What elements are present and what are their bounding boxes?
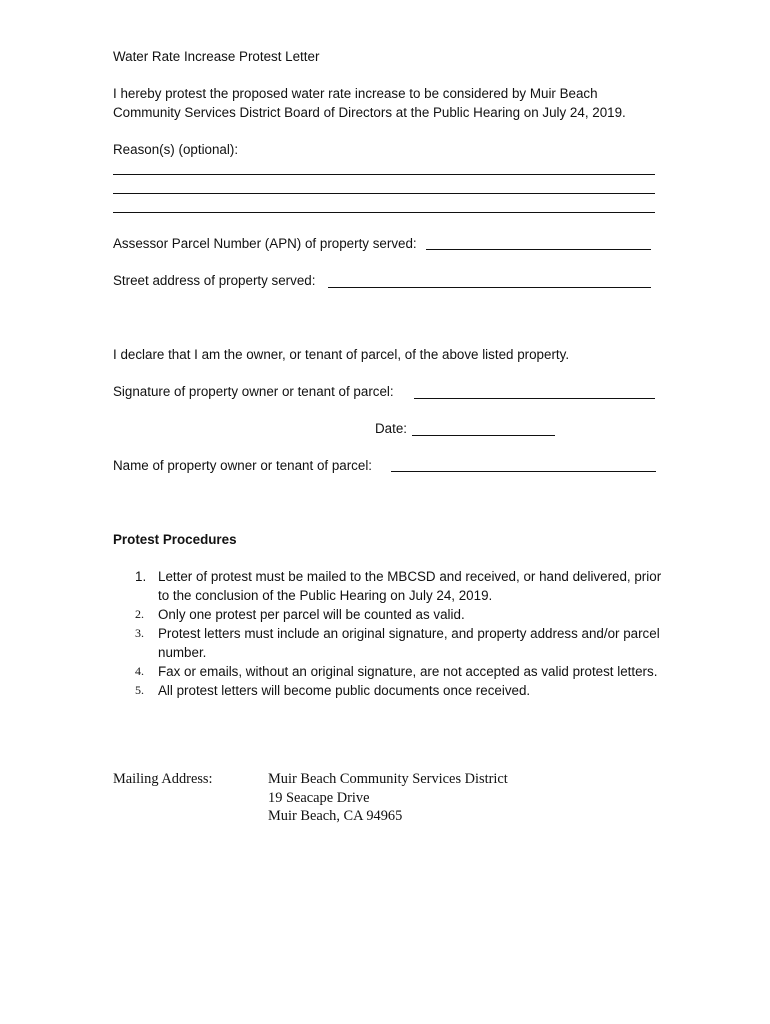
procedure-number: 5. xyxy=(135,683,144,697)
procedure-item xyxy=(113,567,673,605)
street-address-field-line[interactable] xyxy=(328,287,651,288)
name-field-line[interactable] xyxy=(391,471,656,472)
reasons-line-1[interactable] xyxy=(113,174,655,175)
name-label: Name of property owner or tenant of parcel: xyxy=(113,458,373,473)
procedure-text: Fax or emails, without an original signature, are not accepted as valid protest letters. xyxy=(158,664,658,679)
procedure-item xyxy=(113,624,673,662)
procedure-text: Letter of protest must be mailed to the MBCSD and received, or hand delivered, prior to the conclusion of the Public Hearing on July 24, 2019. xyxy=(158,569,662,603)
signature-field-line[interactable] xyxy=(414,398,655,399)
procedure-number: 4. xyxy=(135,664,144,678)
intro-line-1: I hereby protest the proposed water rate increase to be considered by Muir Beach xyxy=(113,86,598,101)
mailing-address-line-2: 19 Seacape Drive xyxy=(268,789,370,806)
intro-line-2: Community Services District Board of Directors at the Public Hearing on July 24, 2019. xyxy=(113,105,626,120)
procedure-item xyxy=(113,605,673,624)
procedure-item xyxy=(113,681,673,700)
date-label: Date: xyxy=(375,421,408,436)
date-field-line[interactable] xyxy=(412,435,555,436)
procedures-list xyxy=(113,567,673,700)
reasons-line-3[interactable] xyxy=(113,212,655,213)
apn-field-line[interactable] xyxy=(426,249,651,250)
procedure-number: 1. xyxy=(135,569,147,584)
procedure-text: Only one protest per parcel will be counted as valid. xyxy=(158,607,465,622)
procedure-item xyxy=(113,662,673,681)
mailing-address-line-3: Muir Beach, CA 94965 xyxy=(268,808,403,824)
procedure-number: 3. xyxy=(135,626,144,640)
mailing-address-label: Mailing Address: xyxy=(113,771,213,787)
apn-label: Assessor Parcel Number (APN) of property served: xyxy=(113,236,417,251)
declaration-text: I declare that I am the owner, or tenant of parcel, of the above listed property. xyxy=(113,347,570,362)
reasons-line-2[interactable] xyxy=(113,193,655,194)
procedure-number: 2. xyxy=(135,607,144,621)
mailing-address xyxy=(268,770,508,826)
document-title: Water Rate Increase Protest Letter xyxy=(113,49,320,64)
reasons-label: Reason(s) (optional): xyxy=(113,142,239,157)
mailing-address-line-1: Muir Beach Community Services District xyxy=(268,771,508,787)
procedure-text: Protest letters must include an original signature, and property address and/or parcel number. xyxy=(158,626,660,660)
street-address-label: Street address of property served: xyxy=(113,273,316,288)
procedure-text: All protest letters will become public documents once received. xyxy=(158,683,531,698)
signature-label: Signature of property owner or tenant of parcel: xyxy=(113,384,394,399)
procedures-heading: Protest Procedures xyxy=(113,532,237,547)
